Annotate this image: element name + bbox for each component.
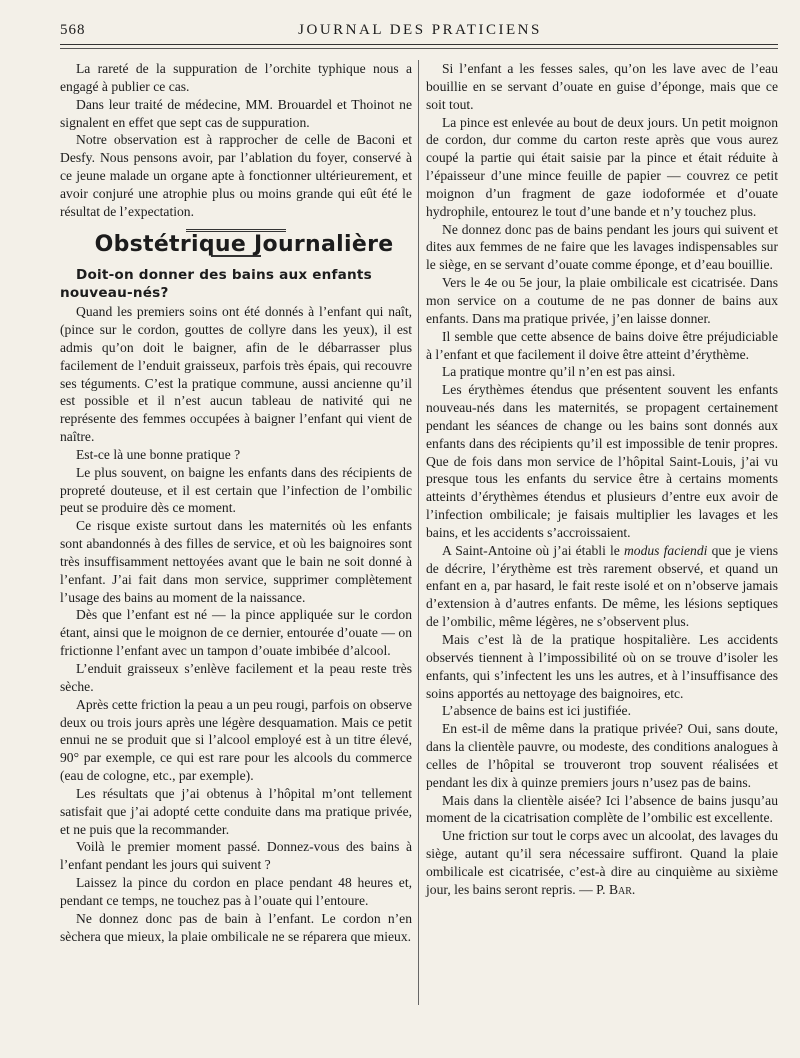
header-rule-thin xyxy=(60,48,778,49)
paragraph: Mais c’est là de la pratique hospitalière. Les accidents observés tiennent à l’impossibilité où on se trouve d’isoler les enfants, qui s’infectent les uns les autres, et à l’insuffisance des soins apportés au nettoyage des baignoires, etc. xyxy=(426,632,778,701)
right-column xyxy=(426,60,778,899)
page-number: 568 xyxy=(60,22,86,38)
paragraph: Notre observation est à rapprocher de celle de Baconi et Desfy. Nous pensons avoir, par l’ablation du foyer, conservé à ce jeune malade un organe apte à fonctionner ultérieurement, et avoir conjuré une atrophie plus ou moins grande qui eût été le résultat de l’expectation. xyxy=(60,132,412,219)
section-title: Obstétrique Journalière xyxy=(94,231,394,257)
paragraph: Quand les premiers soins ont été donnés à l’enfant qui naît, (pince sur le cordon, gouttes de collyre dans les yeux), il est admis qu’on doit le baigner, afin de le débarrasser plus facilement de l’enduit graisseux, parfois très épais, qui recouvre ses téguments. C’est la pratique commune, aussi ancienne qu’il est possible et il n’est aucun tableau de nativité qui ne représente des femmes occupées à baigner l’enfant qui vient de naître. xyxy=(60,304,412,445)
paragraph: Laissez la pince du cordon en place pendant 48 heures et, pendant ce temps, ne touchez pas à l’ouate qui l’entoure. xyxy=(60,875,412,908)
paragraph: Mais dans la clientèle aisée? Ici l’absence de bains jusqu’au moment de la cicatrisation complète de l’ombilic est excellente. xyxy=(426,792,778,826)
paragraph xyxy=(426,827,778,898)
paragraph: La pince est enlevée au bout de deux jours. Un petit moignon de cordon, dur comme du carton reste après que vous aurez coupé la partie qui était saisie par la pince et était réduite à l’épaisseur d’une mince feuille de papier — couvrez ce petit moignon d’un fragment de gaze iodoformée et d’ouate hydrophile, entourez le tout d’une bande et n’y touchez plus. xyxy=(426,114,778,219)
paragraph: Ne donnez donc pas de bains pendant les jours qui suivent et dites aux femmes de ne faire que les lavages indispensables sur le siège, en se servant d’ouate comme éponge, et d’eau bouillie. xyxy=(426,221,778,273)
paragraph: Vers le 4e ou 5e jour, la plaie ombilicale est cicatrisée. Dans mon service on a coutume de ne pas donner de bains aux enfants. Dans ma pratique privée, j’en laisse donner. xyxy=(426,275,778,326)
paragraph: Le plus souvent, on baigne les enfants dans des récipients de propreté douteuse, et il est certain que l’infection de l’ombilic peut se produire dès ce moment. xyxy=(60,464,412,516)
column-divider xyxy=(418,60,419,1005)
paragraph: Si l’enfant a les fesses sales, qu’on les lave avec de l’eau bouillie en se servant d’ouate en guise d’éponge, mais que ce soit tout. xyxy=(426,61,778,112)
paragraph: Après cette friction la peau a un peu rougi, parfois on observe deux ou trois jours après une légère desquamation. Mais ce petit ennui ne se produit que si l’alcool employé est à un titre élevé, 90° par exemple, ce qui est rare pour les alcools du commerce (eau de cologne, etc., par exemple). xyxy=(60,696,412,784)
author-signature: P. Bar. xyxy=(596,881,636,897)
paragraph: Dans leur traité de médecine, MM. Brouardel et Thoinot ne signalent en effet que sept cas de suppuration. xyxy=(60,96,412,130)
paragraph: L’enduit graisseux s’enlève facilement et la peau reste très sèche. xyxy=(60,661,412,694)
paragraph: Voilà le premier moment passé. Donnez-vous des bains à l’enfant pendant les jours qui suivent ? xyxy=(60,839,412,873)
paragraph: Dès que l’enfant est né — la pince appliquée sur le cordon étant, ainsi que le moignon de ce dernier, entourée d’ouate — on frictionne l’enfant avec un tampon d’ouate imbibée d’alcool. xyxy=(60,607,412,659)
paragraph: Les résultats que j’ai obtenus à l’hôpital m’ont tellement satisfait que j’ai adopté cette conduite dans ma pratique privée, et ne puis que la recommander. xyxy=(60,785,412,837)
left-column xyxy=(60,60,412,946)
paragraph: La pratique montre qu’il n’en est pas ainsi. xyxy=(442,364,676,380)
header-rule xyxy=(60,44,778,45)
italic-term: modus faciendi xyxy=(623,542,708,558)
paragraph: La rareté de la suppuration de l’orchite typhique nous a engagé à publier ce cas. xyxy=(60,61,412,94)
paragraph: Les érythèmes étendus que présentent souvent les enfants nouveau-nés dans les maternités, se propagent certainement pendant les séances de change ou les bains sont donnés aux enfants dans des récipients qu’il est impossible de tenir propres. Que de fois dans mon service de l’hôpital Saint-Louis, j’ai vu presque tous les enfants du service être à certains moments atteints d’érythèmes étendus et plusieurs d’entre eux avoir de l’infection ombilicale; je faisais multiplier les lavages et les bains, et les accidents s’accroissaient. xyxy=(426,382,778,540)
page-header xyxy=(60,22,780,42)
paragraph: Il semble que cette absence de bains doive être préjudiciable à l’enfant et que facilement il doive être atteint d’érythème. xyxy=(426,328,778,362)
running-title: JOURNAL DES PRATICIENS xyxy=(298,22,542,38)
article-subtitle: Doit-on donner des bains aux enfants nouveau-nés? xyxy=(60,267,372,302)
paragraph: L’absence de bains est ici justifiée. xyxy=(442,703,631,719)
text-run: A Saint-Antoine où j’ai établi le xyxy=(442,542,624,558)
paragraph xyxy=(426,542,778,631)
paragraph: En est-il de même dans la pratique privée? Oui, sans doute, dans la clientèle pauvre, ou modeste, des conditions analogues à celles de l’hôpital se trouveront trop souvent réalisées et pendant les dix à quinze premiers jours n’usez pas de bains. xyxy=(426,721,778,790)
paragraph: Est-ce là une bonne pratique ? xyxy=(76,446,241,462)
text-run: Une friction sur tout le corps avec un alcoolat, des lavages du siège, autant qu’il sera nécessaire suffiront. Quand la plaie ombilicale est cicatrisée, c’est-à dire au cinquième au sixième jour, les bains seront repris. — xyxy=(426,828,778,897)
text-run: que je viens de décrire, l’érythème est très rarement observé, et quand un enfant en a, par hasard, le fait reste isolé et on n’observe jamais d’extension à d’autres enfants. De même, les lésions septiques de l’ombilic, même légères, ne s’observent plus. xyxy=(426,542,779,630)
paragraph: Ce risque existe surtout dans les maternités où les enfants sont abandonnés à des filles de service, et où les baignoires sont très insuffisamment nettoyées avant que le bain ne soit donné à l’enfant. J’ai fait dans mon service, supprimer complètement l’usage des bains au moment de la naissance. xyxy=(60,518,412,605)
paragraph: Ne donnez donc pas de bain à l’enfant. Le cordon n’en sèchera que mieux, la plaie ombilicale ne se réparera que mieux. xyxy=(60,910,412,944)
